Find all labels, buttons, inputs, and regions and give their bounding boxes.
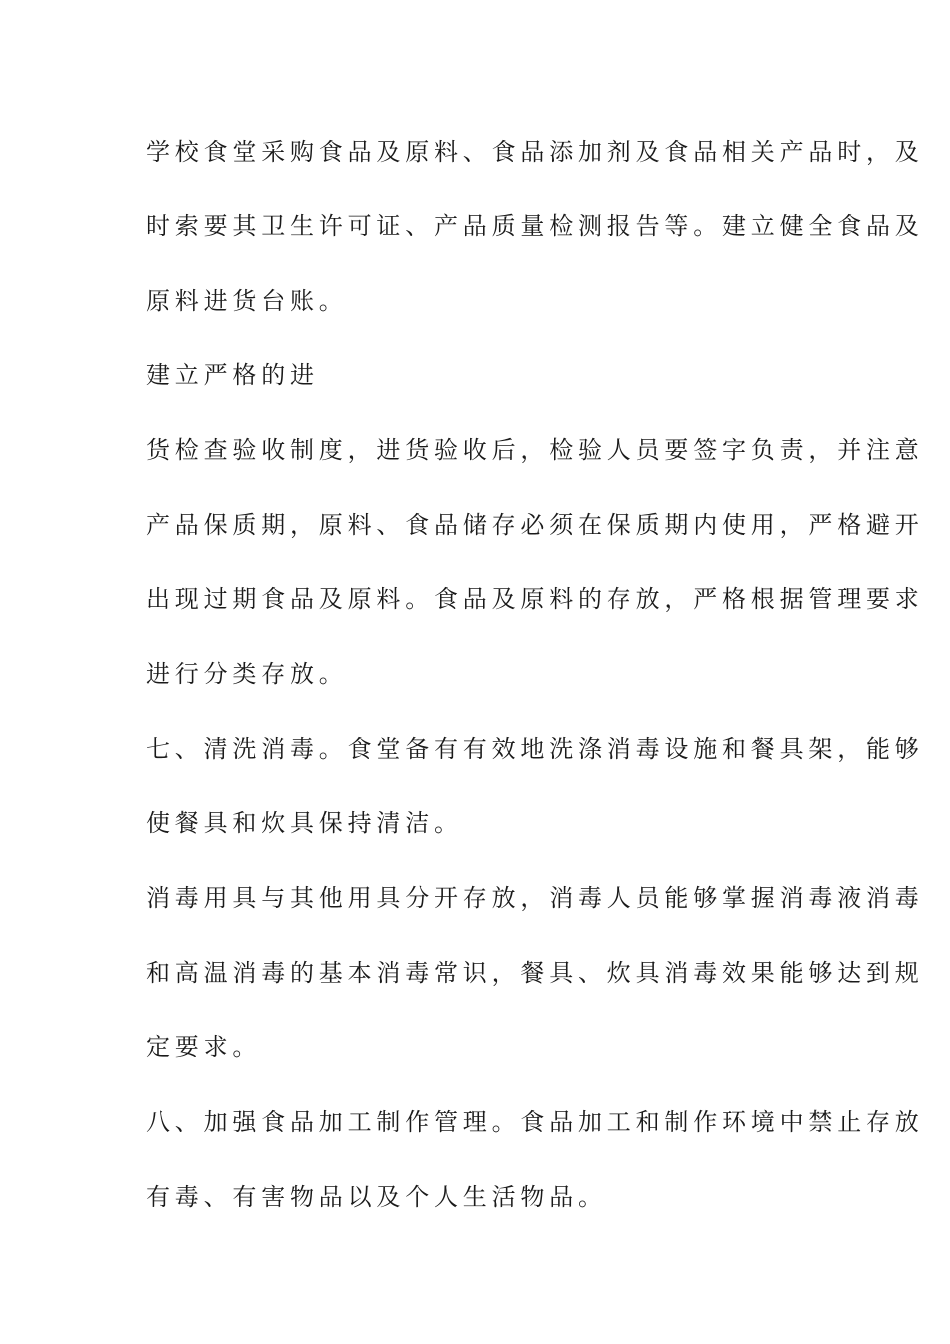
text-line: 产品保质期，原料、食品储存必须在保质期内使用，严格避开 — [146, 511, 924, 539]
text-line: 和高温消毒的基本消毒常识，餐具、炊具消毒效果能够达到规 — [146, 959, 924, 987]
text-line: 消毒用具与其他用具分开存放，消毒人员能够掌握消毒液消毒 — [146, 884, 924, 912]
text-line: 货检查验收制度，进货验收后，检验人员要签字负责，并注意 — [146, 436, 924, 464]
text-line: 使餐具和炊具保持清洁。 — [146, 809, 463, 837]
text-line: 进行分类存放。 — [146, 660, 348, 688]
text-line: 学校食堂采购食品及原料、食品添加剂及食品相关产品时，及 — [146, 138, 924, 166]
text-line: 时索要其卫生许可证、产品质量检测报告等。建立健全食品及 — [146, 212, 924, 240]
text-line: 八、加强食品加工制作管理。食品加工和制作环境中禁止存放 — [146, 1108, 924, 1136]
text-line: 出现过期食品及原料。食品及原料的存放，严格根据管理要求 — [146, 585, 924, 613]
text-line: 建立严格的进 — [146, 361, 319, 389]
text-line: 原料进货台账。 — [146, 287, 348, 315]
text-line: 有毒、有害物品以及个人生活物品。 — [146, 1183, 607, 1211]
text-line: 七、清洗消毒。食堂备有有效地洗涤消毒设施和餐具架，能够 — [146, 735, 924, 763]
text-line: 定要求。 — [146, 1033, 262, 1061]
